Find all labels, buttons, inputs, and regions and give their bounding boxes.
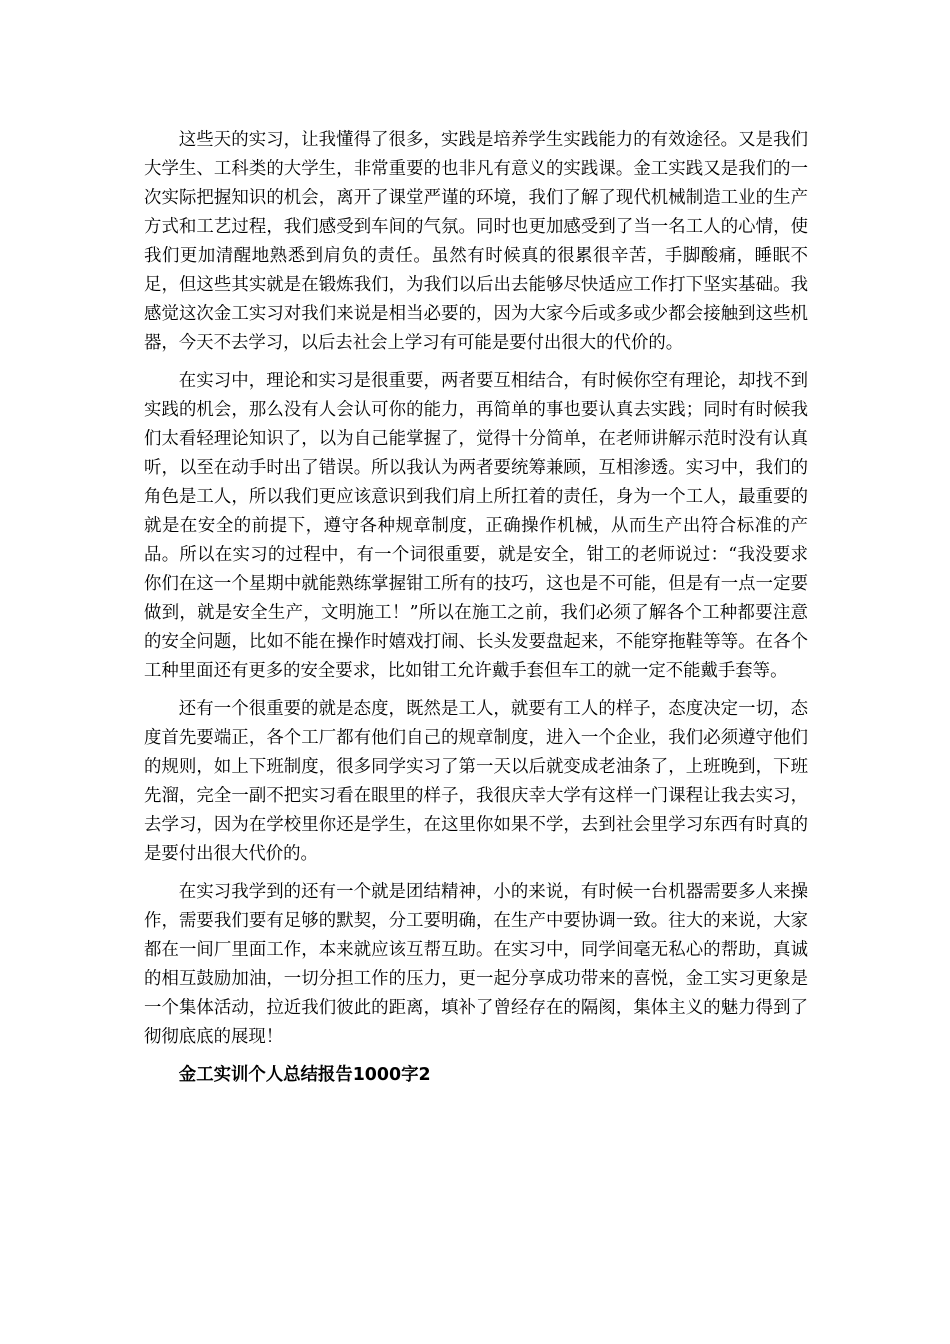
paragraph-3: 还有一个很重要的就是态度，既然是工人，就要有工人的样子，态度决定一切，态度首先要端正，各个工厂都有他们自己的规章制度，进入一个企业，我们必须遵守他们的规则，如上下班制度，很多同学实习了第一天以后就变成老油条了，上班晚到，下班先溜，完全一副不把实习看在眼里的样子，我很庆幸大学有这样一门课程让我去实习，去学习，因为在学校里你还是学生，在这里你如果不学，去到社会里学习东西有时真的是要付出很大代价的。: [144, 699, 808, 864]
paragraph-4: 在实习我学到的还有一个就是团结精神，小的来说，有时候一台机器需要多人来操作，需要我们要有足够的默契，分工要明确，在生产中要协调一致。往大的来说，大家都在一间厂里面工作，本来就应该互帮互助。在实习中，同学间毫无私心的帮助，真诚的相互鼓励加油，一切分担工作的压力，更一起分享成功带来的喜悦，金工实习更象是一个集体活动，拉近我们彼此的距离，填补了曾经存在的隔阂，集体主义的魅力得到了彻彻底底的展现！: [144, 882, 808, 1047]
paragraph-2: 在实习中，理论和实习是很重要，两者要互相结合，有时候你空有理论，却找不到实践的机会，那么没有人会认可你的能力，再简单的事也要认真去实践；同时有时候我们太看轻理论知识了，以为自己能掌握了，觉得十分简单，在老师讲解示范时没有认真听，以至在动手时出了错误。所以我认为两者要统筹兼顾，互相渗透。实习中，我们的角色是工人，所以我们更应该意识到我们肩上所扛着的责任，身为一个工人，最重要的就是在安全的前提下，遵守各种规章制度，正确操作机械，从而生产出符合标准的产品。所以在实习的过程中，有一个词很重要，就是安全，钳工的老师说过：“我没要求你们在这一个星期中就能熟练掌握钳工所有的技巧，这也是不可能，但是有一点一定要做到，就是安全生产，文明施工！”所以在施工之前，我们必须了解各个工种都要注意的安全问题，比如不能在操作时嬉戏打闹、长头发要盘起来，不能穿拖鞋等等。在各个工种里面还有更多的安全要求，比如钳工允许戴手套但车工的就一定不能戴手套等。: [144, 371, 808, 681]
document-body: [144, 126, 808, 1090]
section-heading: 金工实训个人总结报告1000字2: [178, 1065, 431, 1085]
paragraph-1: 这些天的实习，让我懂得了很多，实践是培养学生实践能力的有效途径。又是我们大学生、工科类的大学生，非常重要的也非凡有意义的实践课。金工实践又是我们的一次实际把握知识的机会，离开了课堂严谨的环境，我们了解了现代机械制造工业的生产方式和工艺过程，我们感受到车间的气氛。同时也更加感受到了当一名工人的心情，使我们更加清醒地熟悉到肩负的责任。虽然有时候真的很累很辛苦，手脚酸痛，睡眠不足，但这些其实就是在锻炼我们，为我们以后出去能够尽快适应工作打下坚实基础。我感觉这次金工实习对我们来说是相当必要的，因为大家今后或多或少都会接触到这些机器，今天不去学习，以后去社会上学习有可能是要付出很大的代价的。: [144, 130, 808, 353]
